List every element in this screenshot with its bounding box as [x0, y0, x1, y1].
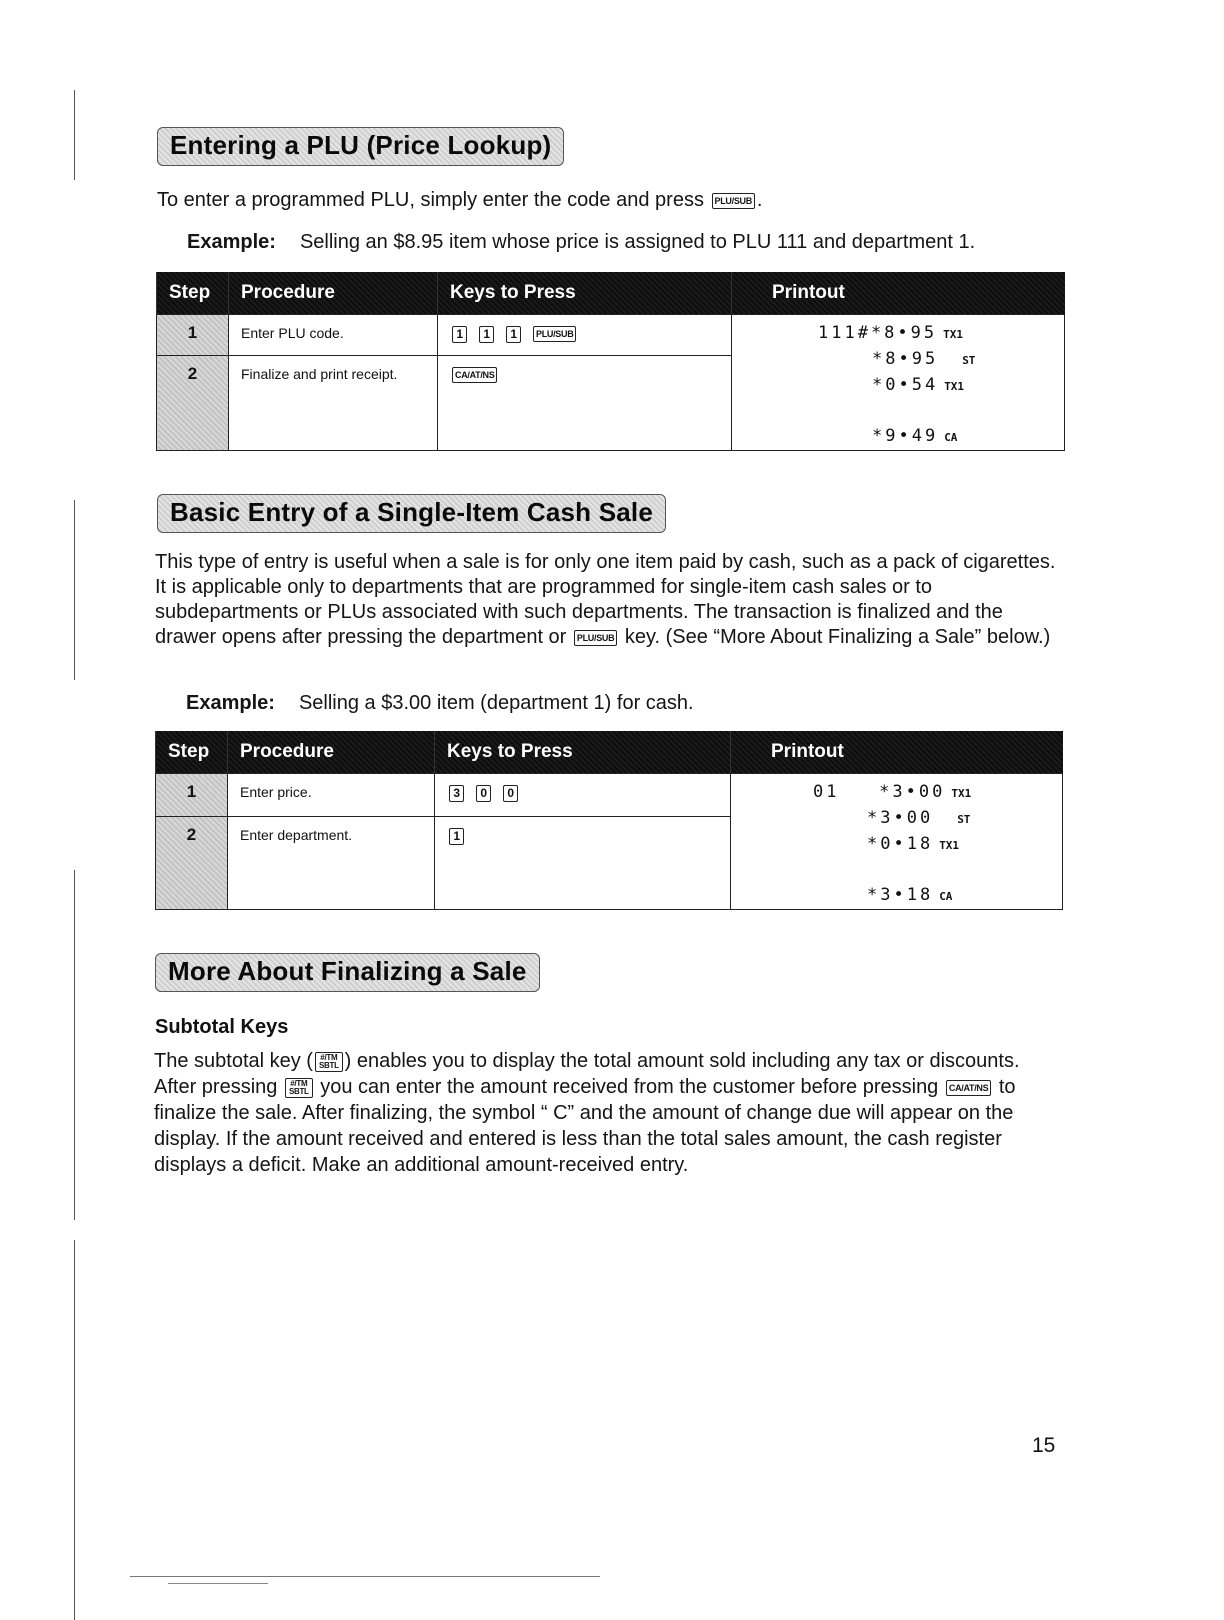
col-header-keys: Keys to Press	[435, 731, 731, 774]
page-number: 15	[1032, 1434, 1056, 1457]
receipt-line	[813, 858, 1062, 883]
procedure-cell: Enter PLU code.	[229, 315, 438, 356]
keys-cell	[438, 356, 732, 451]
ca-at-ns-key-icon: CA/AT/NS	[946, 1080, 991, 1096]
col-header-step: Step	[157, 272, 229, 315]
plu-intro	[157, 188, 1057, 213]
receipt-line: *9•49 CA	[872, 426, 958, 446]
keys-cell	[435, 816, 731, 909]
subtotal-text: ) enables you to display the total amount sold including any tax or discounts. After pressing	[154, 1050, 1020, 1098]
col-header-step: Step	[156, 731, 228, 774]
receipt-line: 01 *3•00 TX1	[813, 782, 972, 802]
receipt-line: *3•00 ST	[867, 808, 971, 828]
section-banner-plu: Entering a PLU (Price Lookup)	[157, 127, 564, 166]
step-number: 1	[156, 774, 228, 817]
subtotal-text: to finalize the sale. After finalizing, the symbol “ C” and the amount of change due will appear on the display. If the amount received and entered is less than the total sales amount, the cash register displays a deficit. Make an additional amount-received entry.	[154, 1076, 1016, 1176]
cash-sale-steps-table	[155, 731, 1063, 910]
col-header-keys: Keys to Press	[438, 272, 732, 315]
procedure-cell: Enter department.	[228, 816, 435, 909]
subtotal-keys-heading: Subtotal Keys	[155, 1016, 289, 1038]
plu-sub-key-icon: PLU/SUB	[712, 193, 755, 209]
receipt-line: *0•54 TX1	[872, 375, 965, 395]
digit-key-icon: 1	[452, 326, 467, 343]
procedure-cell: Enter price.	[228, 774, 435, 817]
plu-sub-key-icon: PLU/SUB	[533, 326, 576, 342]
digit-key-icon: 0	[476, 785, 491, 802]
receipt-line: 111#*8•95 TX1	[818, 323, 963, 343]
digit-key-icon: 3	[449, 785, 464, 802]
receipt-line: *3•18 CA	[867, 885, 953, 905]
cash-sale-example	[186, 692, 694, 715]
subtotal-description	[154, 1048, 1064, 1178]
receipt-line: *0•18 TX1	[867, 834, 960, 854]
digit-key-icon: 1	[479, 326, 494, 343]
digit-key-icon: 0	[503, 785, 518, 802]
cash-sale-text: This type of entry is useful when a sale is for only one item paid by cash, such as a pack of cigarettes. It is applicable only to departments that are programmed for single-item cash sales or to subdepartments or PLUs associated with such departments. The transaction is finalized and the drawer opens after pressing the department or	[155, 551, 1056, 648]
plu-intro-text: To enter a programmed PLU, simply enter the code and press	[157, 189, 704, 211]
ca-at-ns-key-icon: CA/AT/NS	[452, 367, 497, 383]
col-header-procedure: Procedure	[228, 731, 435, 774]
receipt-printout	[732, 315, 1065, 451]
subtotal-key-icon: #/TM SBTL	[315, 1052, 343, 1072]
section-banner-finalizing: More About Finalizing a Sale	[155, 953, 540, 992]
receipt-printout	[731, 774, 1063, 910]
subtotal-text: The subtotal key (	[154, 1050, 313, 1072]
subtotal-text: you can enter the amount received from the customer before pressing	[320, 1076, 939, 1098]
plu-steps-table	[156, 272, 1065, 451]
example-text: Selling a $3.00 item (department 1) for cash.	[298, 692, 694, 714]
department-key-icon: 1	[449, 828, 464, 845]
scan-margin-marks	[74, 90, 78, 1550]
receipt-line	[818, 399, 1064, 424]
col-header-printout: Printout	[732, 272, 1065, 315]
section-banner-cash-sale: Basic Entry of a Single-Item Cash Sale	[157, 494, 666, 533]
step-number: 2	[157, 356, 229, 451]
plu-intro-period: .	[756, 189, 763, 211]
example-text: Selling an $8.95 item whose price is assigned to PLU 111 and department 1.	[299, 231, 976, 253]
procedure-cell: Finalize and print receipt.	[229, 356, 438, 451]
step-number: 2	[156, 816, 228, 909]
digit-key-icon: 1	[506, 326, 521, 343]
plu-example	[187, 231, 975, 254]
col-header-procedure: Procedure	[229, 272, 438, 315]
keys-cell	[435, 774, 731, 817]
plu-sub-key-icon: PLU/SUB	[574, 630, 617, 646]
example-label: Example:	[186, 692, 275, 714]
keys-cell	[438, 315, 732, 356]
cash-sale-description	[155, 550, 1060, 650]
receipt-line: *8•95 ST	[872, 349, 976, 369]
example-label: Example:	[187, 231, 276, 253]
col-header-printout: Printout	[731, 731, 1063, 774]
cash-sale-text-end: key. (See “More About Finalizing a Sale” below.)	[624, 626, 1051, 648]
step-number: 1	[157, 315, 229, 356]
footer-rule	[130, 1576, 600, 1577]
subtotal-key-icon: #/TM SBTL	[285, 1078, 313, 1098]
